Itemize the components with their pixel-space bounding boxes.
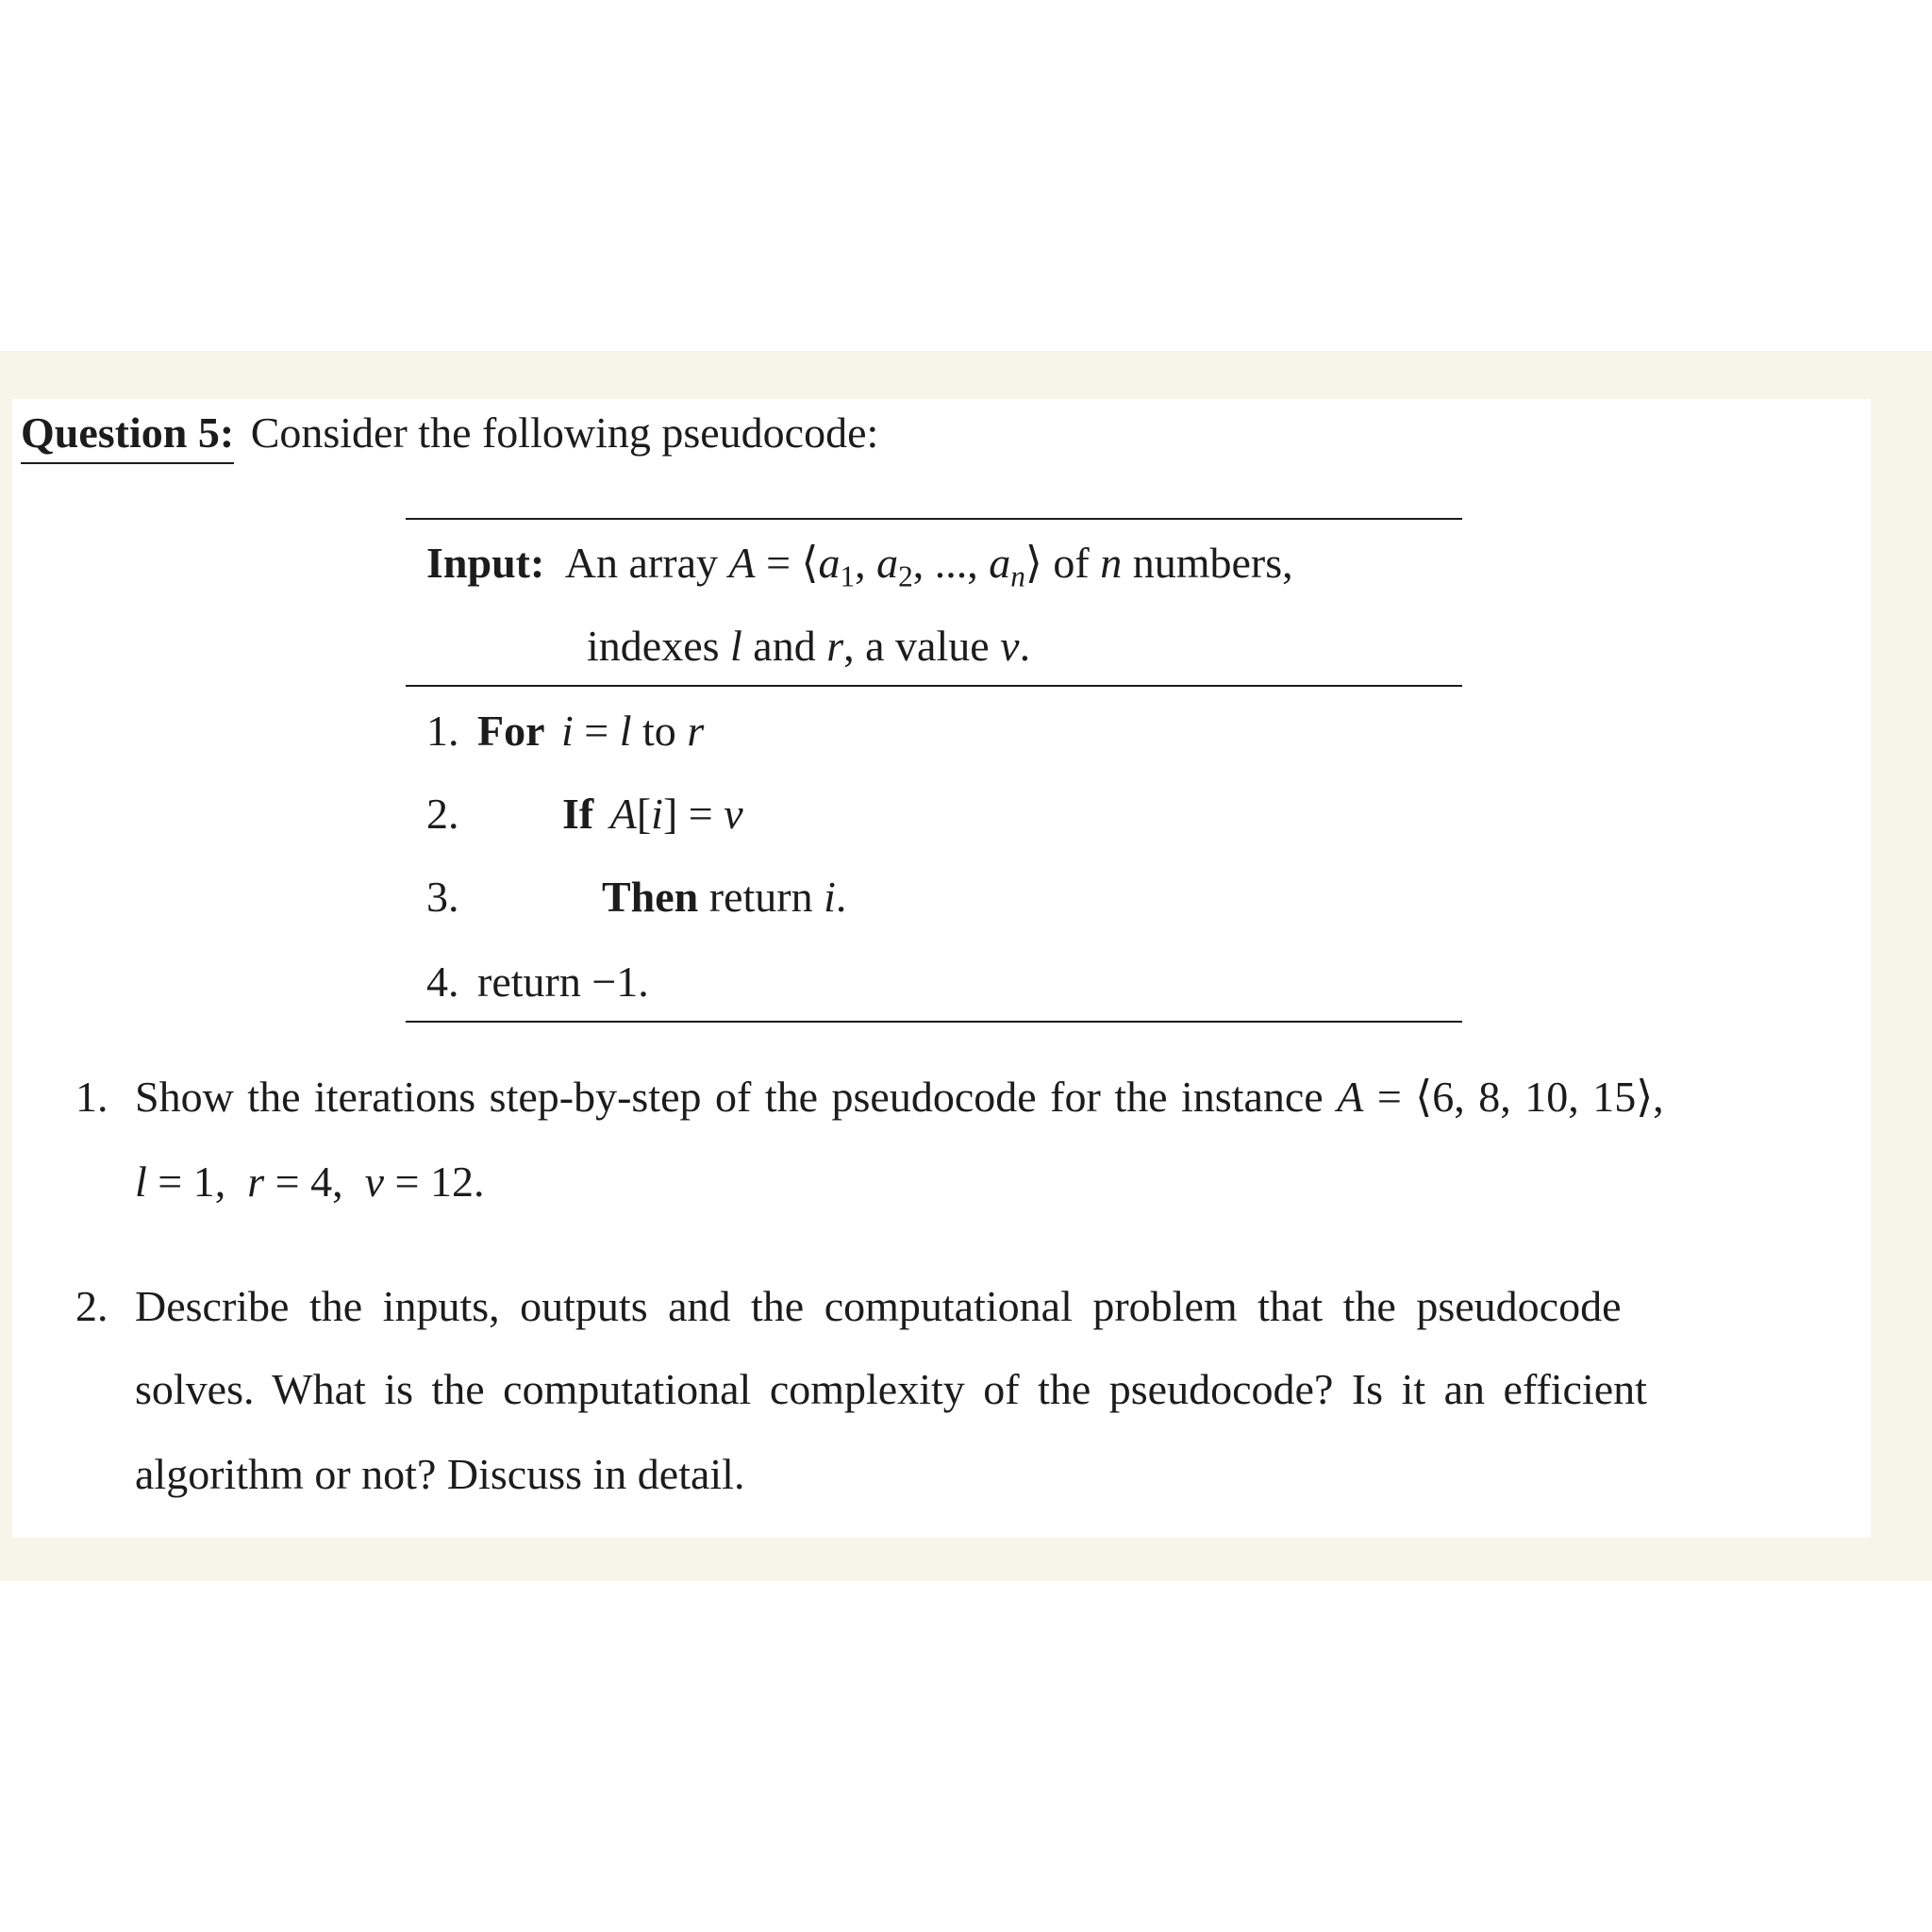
math-var: l — [619, 707, 632, 755]
task-1-line-2 — [135, 1160, 484, 1204]
algorithm-step-3 — [426, 875, 459, 919]
math-var: a — [818, 539, 841, 587]
step-text: return — [698, 873, 824, 921]
math-var: l — [135, 1158, 147, 1206]
algorithm-input-line-2 — [587, 622, 1031, 670]
math-var: A — [728, 539, 756, 587]
question-label: Question 5: — [21, 408, 234, 464]
task-2-number: 2. — [75, 1282, 108, 1330]
math-var: A — [1337, 1073, 1364, 1121]
step-keyword: For — [477, 707, 545, 755]
task-1-line-1 — [135, 1075, 1664, 1119]
step-number: 1. — [426, 707, 459, 755]
input-text: ⟩ of — [1024, 539, 1101, 587]
algorithm-step-2-body — [562, 792, 743, 836]
math-subscript: 2 — [898, 559, 913, 593]
step-text: return −1. — [477, 958, 649, 1006]
step-text: . — [835, 873, 847, 921]
math-op: = — [573, 707, 620, 755]
algorithm-input-line-1 — [426, 541, 1293, 591]
algorithm-bottom-rule — [406, 1021, 1462, 1023]
input-text: indexes — [587, 622, 731, 670]
input-text: An array — [564, 539, 729, 587]
math-subscript: n — [1010, 559, 1025, 593]
math-var: v — [1000, 622, 1020, 670]
input-text: and — [741, 622, 827, 670]
input-text: numbers, — [1122, 539, 1293, 587]
task-text: = ⟨6, 8, 10, 15⟩, — [1363, 1073, 1664, 1121]
math-var: r — [687, 707, 705, 755]
step-number: 2. — [426, 790, 459, 838]
input-label: Input: — [426, 539, 545, 587]
task-text: Show the iterations step-by-step of the pseudocode for the instance — [135, 1073, 1338, 1121]
algorithm-mid-rule — [406, 685, 1462, 687]
task-2-line-3: algorithm or not? Discuss in detail. — [135, 1450, 745, 1498]
algorithm-step-4 — [426, 960, 649, 1004]
algorithm-step-3-body — [602, 875, 846, 919]
step-number: 3. — [426, 873, 459, 921]
math-op: = ⟨ — [755, 539, 819, 587]
task-text: = 4, — [264, 1158, 365, 1206]
algorithm-top-rule — [406, 518, 1462, 520]
step-text: to — [631, 707, 688, 755]
question-heading — [21, 408, 879, 457]
task-text: = 12. — [384, 1158, 485, 1206]
algorithm-step-1 — [426, 709, 704, 753]
math-var: v — [724, 790, 743, 838]
math-op: , — [855, 539, 877, 587]
math-op: ] — [662, 790, 678, 838]
math-var: n — [1100, 539, 1123, 587]
math-var: i — [561, 707, 574, 755]
math-var: r — [247, 1158, 265, 1206]
input-text: . — [1019, 622, 1031, 670]
math-subscript: 1 — [840, 559, 856, 593]
math-var: a — [989, 539, 1011, 587]
step-keyword: If — [562, 790, 594, 838]
math-var: l — [730, 622, 742, 670]
task-text: = 1, — [146, 1158, 248, 1206]
math-op: [ — [636, 790, 652, 838]
math-op: , ..., — [912, 539, 990, 587]
math-var: i — [651, 790, 663, 838]
task-2-line-1: Describe the inputs, outputs and the computational problem that the pseudocode — [135, 1282, 1622, 1330]
input-text: , a value — [843, 622, 1001, 670]
math-var: v — [364, 1158, 385, 1206]
math-var: r — [826, 622, 844, 670]
math-op: = — [677, 790, 724, 838]
task-1-number: 1. — [75, 1073, 108, 1121]
step-number: 4. — [426, 958, 459, 1006]
math-var: a — [876, 539, 899, 587]
algorithm-step-2 — [426, 792, 459, 836]
math-var: A — [609, 790, 637, 838]
question-intro: Consider the following pseudocode: — [250, 408, 879, 457]
step-keyword: Then — [602, 873, 699, 921]
math-var: i — [824, 873, 836, 921]
task-2-line-2: solves. What is the computational complexity of the pseudocode? Is it an efficient — [135, 1365, 1647, 1413]
